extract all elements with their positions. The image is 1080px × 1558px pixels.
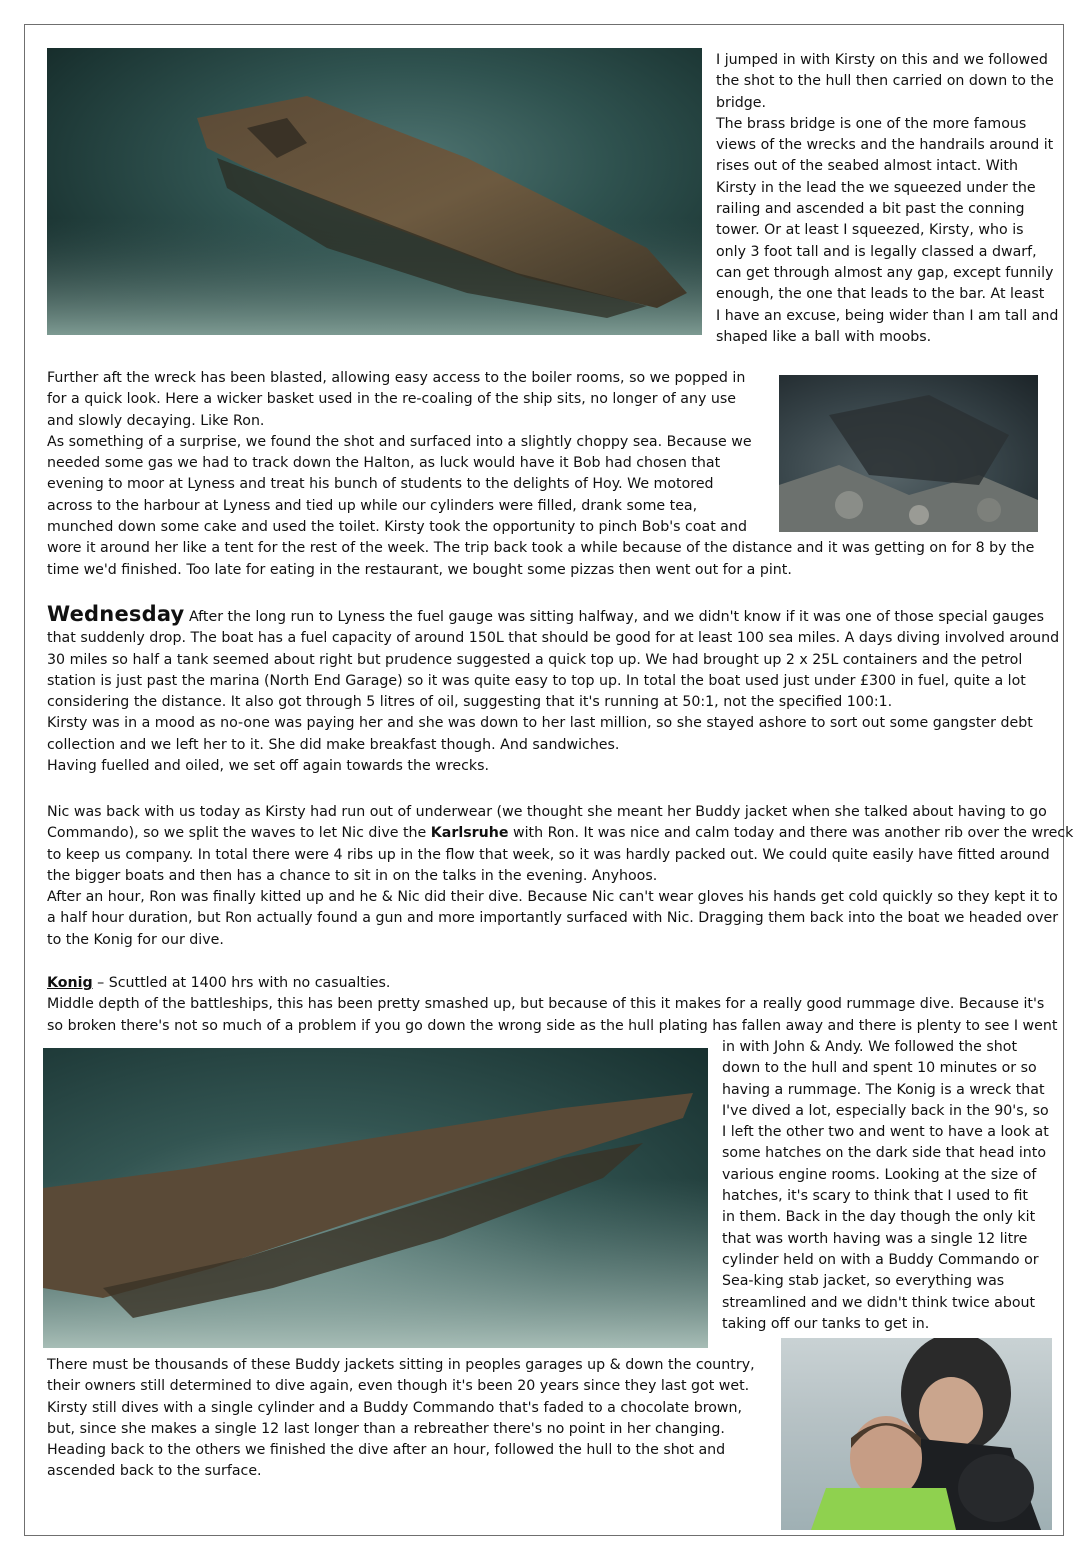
wednesday-first-line bbox=[47, 604, 1059, 628]
text-line: The brass bridge is one of the more famous bbox=[716, 115, 1027, 132]
konig-dive-text bbox=[722, 1037, 1049, 1335]
text-line: to keep us company. In total there were 4 ribs up in the flow that week, so it was hardly packed out. We could quite easily have fitted around bbox=[47, 846, 1050, 863]
text-line: I have an excuse, being wider than I am tall and bbox=[716, 307, 1059, 324]
text-line: station is just past the marina (North End Garage) so it was quite easy to top up. In total the boat used just under £300 in fuel, quite a lot bbox=[47, 672, 1026, 689]
wreck-bridge-photo bbox=[47, 48, 702, 335]
text-line: a half hour duration, but Ron actually found a gun and more importantly surfaced with Nic. Dragging them back into the boat we headed over bbox=[47, 910, 1059, 927]
text-line: cylinder held on with a Buddy Commando or bbox=[722, 1251, 1039, 1268]
karlsruhe-name: Karlsruhe bbox=[430, 825, 509, 842]
konig-title: Konig bbox=[47, 975, 93, 991]
text-line: ascended back to the surface. bbox=[47, 1463, 262, 1480]
text-line: wore it around her like a tent for the rest of the week. The trip back took a while because of the distance and it was getting on for 8 by the bbox=[47, 540, 1035, 557]
text-line: in with John & Andy. We followed the shot bbox=[722, 1039, 1018, 1055]
text-line: can get through almost any gap, except funnily bbox=[716, 264, 1054, 281]
konig-wreck-photo bbox=[43, 1048, 708, 1348]
text-line: After an hour, Ron was finally kitted up and he & Nic did their dive. Because Nic can't wear gloves his hands get cold quickly so they kept it to bbox=[47, 889, 1058, 906]
text-line: that was worth having was a single 12 litre bbox=[722, 1230, 1028, 1247]
text-line: Middle depth of the battleships, this has been pretty smashed up, but because of this it makes for a really good rummage dive. Because it's bbox=[47, 996, 1045, 1013]
text-line: 30 miles so half a tank seemed about right but prudence suggested a quick top up. We had brought up 2 x 25L containers and the petrol bbox=[47, 651, 1023, 668]
text-line: some hatches on the dark side that head into bbox=[722, 1145, 1047, 1162]
text-line: having a rummage. The Konig is a wreck that bbox=[722, 1081, 1045, 1098]
text-line: munched down some cake and used the toilet. Kirsty took the opportunity to pinch Bob's coat and bbox=[47, 519, 747, 536]
bridge-dive-text bbox=[716, 50, 1058, 348]
wednesday-section bbox=[47, 604, 1059, 777]
text-line: Having fuelled and oiled, we set off again towards the wrecks. bbox=[47, 758, 490, 775]
wednesday-heading: Wednesday bbox=[47, 602, 185, 626]
text-line bbox=[47, 823, 1073, 844]
text-line: the shot to the hull then carried on down to the bbox=[716, 73, 1054, 90]
text-line: and slowly decaying. Like Ron. bbox=[47, 412, 265, 429]
text-line: to the Konig for our dive. bbox=[47, 931, 224, 948]
text-line: shaped like a ball with moobs. bbox=[716, 328, 932, 345]
text-line: I jumped in with Kirsty on this and we followed bbox=[716, 52, 1048, 68]
text-line: down to the hull and spent 10 minutes or so bbox=[722, 1060, 1037, 1077]
text-line: that suddenly drop. The boat has a fuel capacity of around 150L that should be good for at least 100 sea miles. A days diving involved around bbox=[47, 630, 1060, 647]
text-line: Further aft the wreck has been blasted, allowing easy access to the boiler rooms, so we popped in bbox=[47, 370, 746, 386]
text-line: bridge. bbox=[716, 94, 767, 111]
text-line: Kirsty still dives with a single cylinder and a Buddy Commando that's faded to a chocolate brown, bbox=[47, 1399, 743, 1416]
text-line: Sea-king stab jacket, so everything was bbox=[722, 1273, 1005, 1290]
text-line: There must be thousands of these Buddy jackets sitting in peoples garages up & down the country, bbox=[47, 1357, 755, 1373]
text-line: for a quick look. Here a wicker basket used in the re-coaling of the ship sits, no longer of any use bbox=[47, 391, 736, 408]
text-line: views of the wrecks and the handrails around it bbox=[716, 137, 1054, 154]
konig-intro bbox=[47, 973, 1057, 1037]
text-line: enough, the one that leads to the bar. At least bbox=[716, 286, 1045, 303]
text-line: Kirsty was in a mood as no-one was paying her and she was down to her last million, so she stayed ashore to sort out some gangster debt bbox=[47, 715, 1033, 732]
text-line: considering the distance. It also got through 5 litres of oil, suggesting that it's running at 50:1, not the specified 100:1. bbox=[47, 694, 893, 711]
text-line: I left the other two and went to have a look at bbox=[722, 1124, 1049, 1141]
boiler-rooms-text bbox=[47, 368, 1034, 581]
karlsruhe-text bbox=[47, 802, 1073, 951]
text-line: hatches, it's scary to think that I used to fit bbox=[722, 1188, 1028, 1205]
text-line: across to the harbour at Lyness and tied up while our cylinders were filled, drank some tea, bbox=[47, 497, 698, 514]
text-line: tower. Or at least I squeezed, Kirsty, who is bbox=[716, 222, 1024, 239]
text-line: various engine rooms. Looking at the size of bbox=[722, 1166, 1037, 1183]
text-line: so broken there's not so much of a problem if you go down the wrong side as the hull plating has fallen away and there is plenty to see I went bbox=[47, 1017, 1058, 1034]
text-line: rises out of the seabed almost intact. With bbox=[716, 158, 1018, 175]
text-line: in them. Back in the day though the only kit bbox=[722, 1209, 1036, 1226]
text-line: streamlined and we didn't think twice about bbox=[722, 1294, 1036, 1311]
text-fragment: Commando), so we split the waves to let Nic dive the bbox=[47, 825, 431, 842]
text-fragment: – Scuttled at 1400 hrs with no casualties. bbox=[92, 975, 391, 991]
text-line: the bigger boats and then has a chance to sit in on the talks in the evening. Anyhoos. bbox=[47, 867, 658, 884]
text-line: taking off our tanks to get in. bbox=[722, 1315, 930, 1332]
text-line: only 3 foot tall and is legally classed a dwarf, bbox=[716, 243, 1037, 260]
divers-selfie-photo bbox=[781, 1338, 1052, 1530]
text-line: Nic was back with us today as Kirsty had run out of underwear (we thought she meant her Buddy jacket when she talked about having to go bbox=[47, 804, 1047, 820]
text-line: collection and we left her to it. She did make breakfast though. And sandwiches. bbox=[47, 736, 620, 753]
text-line: evening to moor at Lyness and treat his bunch of students to the delights of Hoy. We motored bbox=[47, 476, 714, 493]
text-line: As something of a surprise, we found the shot and surfaced into a slightly choppy sea. Because we bbox=[47, 433, 752, 450]
text-line: time we'd finished. Too late for eating in the restaurant, we bought some pizzas then went out for a pint. bbox=[47, 561, 792, 578]
text-line: After the long run to Lyness the fuel gauge was sitting halfway, and we didn't know if it was one of those special gauges bbox=[188, 609, 1045, 625]
konig-title-line bbox=[47, 973, 1057, 994]
text-line: railing and ascended a bit past the conning bbox=[716, 201, 1025, 218]
text-line: Kirsty in the lead the we squeezed under the bbox=[716, 179, 1036, 196]
text-line: their owners still determined to dive again, even though it's been 20 years since they last got wet. bbox=[47, 1378, 750, 1395]
text-line: but, since she makes a single 12 last longer than a rebreather there's no point in her changing. bbox=[47, 1420, 725, 1437]
text-line: Heading back to the others we finished the dive after an hour, followed the hull to the shot and bbox=[47, 1442, 726, 1459]
buddy-jackets-text bbox=[47, 1355, 755, 1483]
text-fragment: with Ron. It was nice and calm today and there was another rib over the wreck bbox=[508, 825, 1074, 842]
text-line: needed some gas we had to track down the Halton, as luck would have it Bob had chosen that bbox=[47, 455, 721, 472]
text-line: I've dived a lot, especially back in the 90's, so bbox=[722, 1102, 1049, 1119]
